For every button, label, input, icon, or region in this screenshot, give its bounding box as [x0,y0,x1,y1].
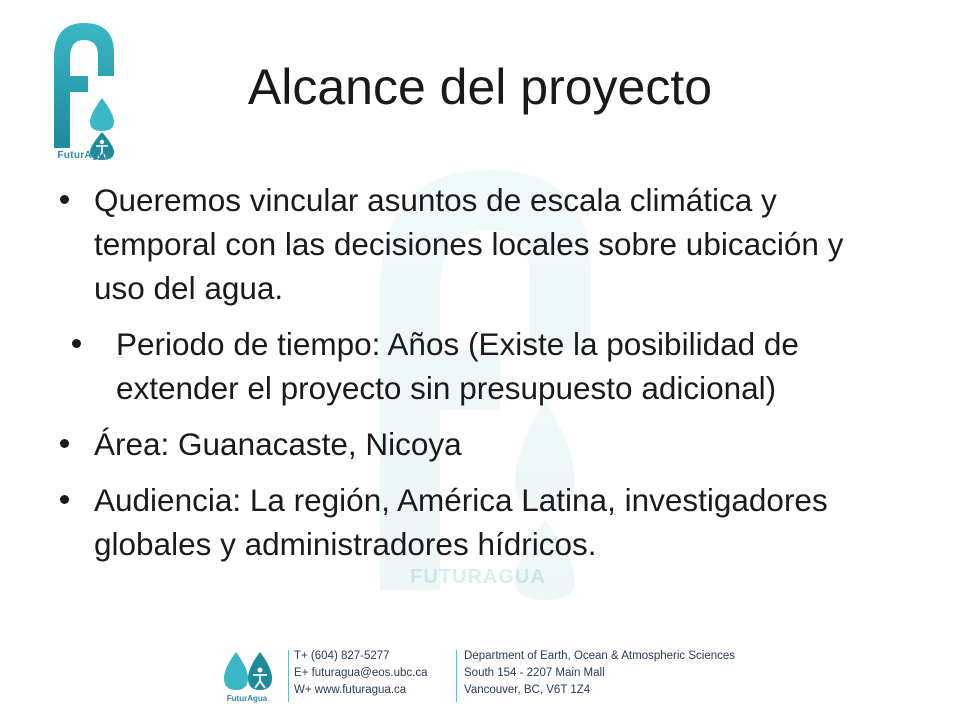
address-line: Vancouver, BC, V6T 1Z4 [464,684,591,696]
bullet-text: Área: Guanacaste, Nicoya [94,426,462,462]
bullet-item [60,322,900,410]
phone-text: T+ (604) 827-5277 [294,650,390,662]
bullet-dot-icon [60,439,69,448]
bullet-text: Queremos vincular asuntos de escala climática y temporal con las decisiones locales sobre ubicación y uso del agua. [94,182,844,306]
bullet-text: Periodo de tiempo: Años (Existe la posibilidad de extender el proyecto sin presupuesto adicional) [116,326,799,406]
department-text: Department of Earth, Ocean & Atmospheric Sciences [464,650,736,662]
website-link[interactable]: W+ www.futuragua.ca [294,684,407,696]
bullet-item [60,422,900,466]
bullet-list [60,178,900,578]
footer [218,648,758,708]
logo-label: FuturAgua [57,150,111,161]
address-info [464,648,735,699]
address-line: South 154 - 2207 Main Mall [464,667,605,679]
contact-info [294,648,427,699]
bullet-dot-icon [72,339,81,348]
bullet-text: Audiencia: La región, América Latina, investigadores globales y administradores hídricos. [94,482,828,562]
watermark-label: FUTURAGUA [410,566,546,588]
footer-divider [456,650,457,702]
slide-title: Alcance del proyecto [247,59,713,115]
footer-logo-label: FuturAgua [226,694,268,703]
bullet-dot-icon [60,195,69,204]
bullet-item [60,478,900,566]
bullet-dot-icon [60,495,69,504]
footer-divider [288,650,289,702]
email-link[interactable]: E+ futuragua@eos.ubc.ca [294,667,428,679]
water-drop-person-icon [218,648,278,698]
bullet-item [60,178,900,310]
